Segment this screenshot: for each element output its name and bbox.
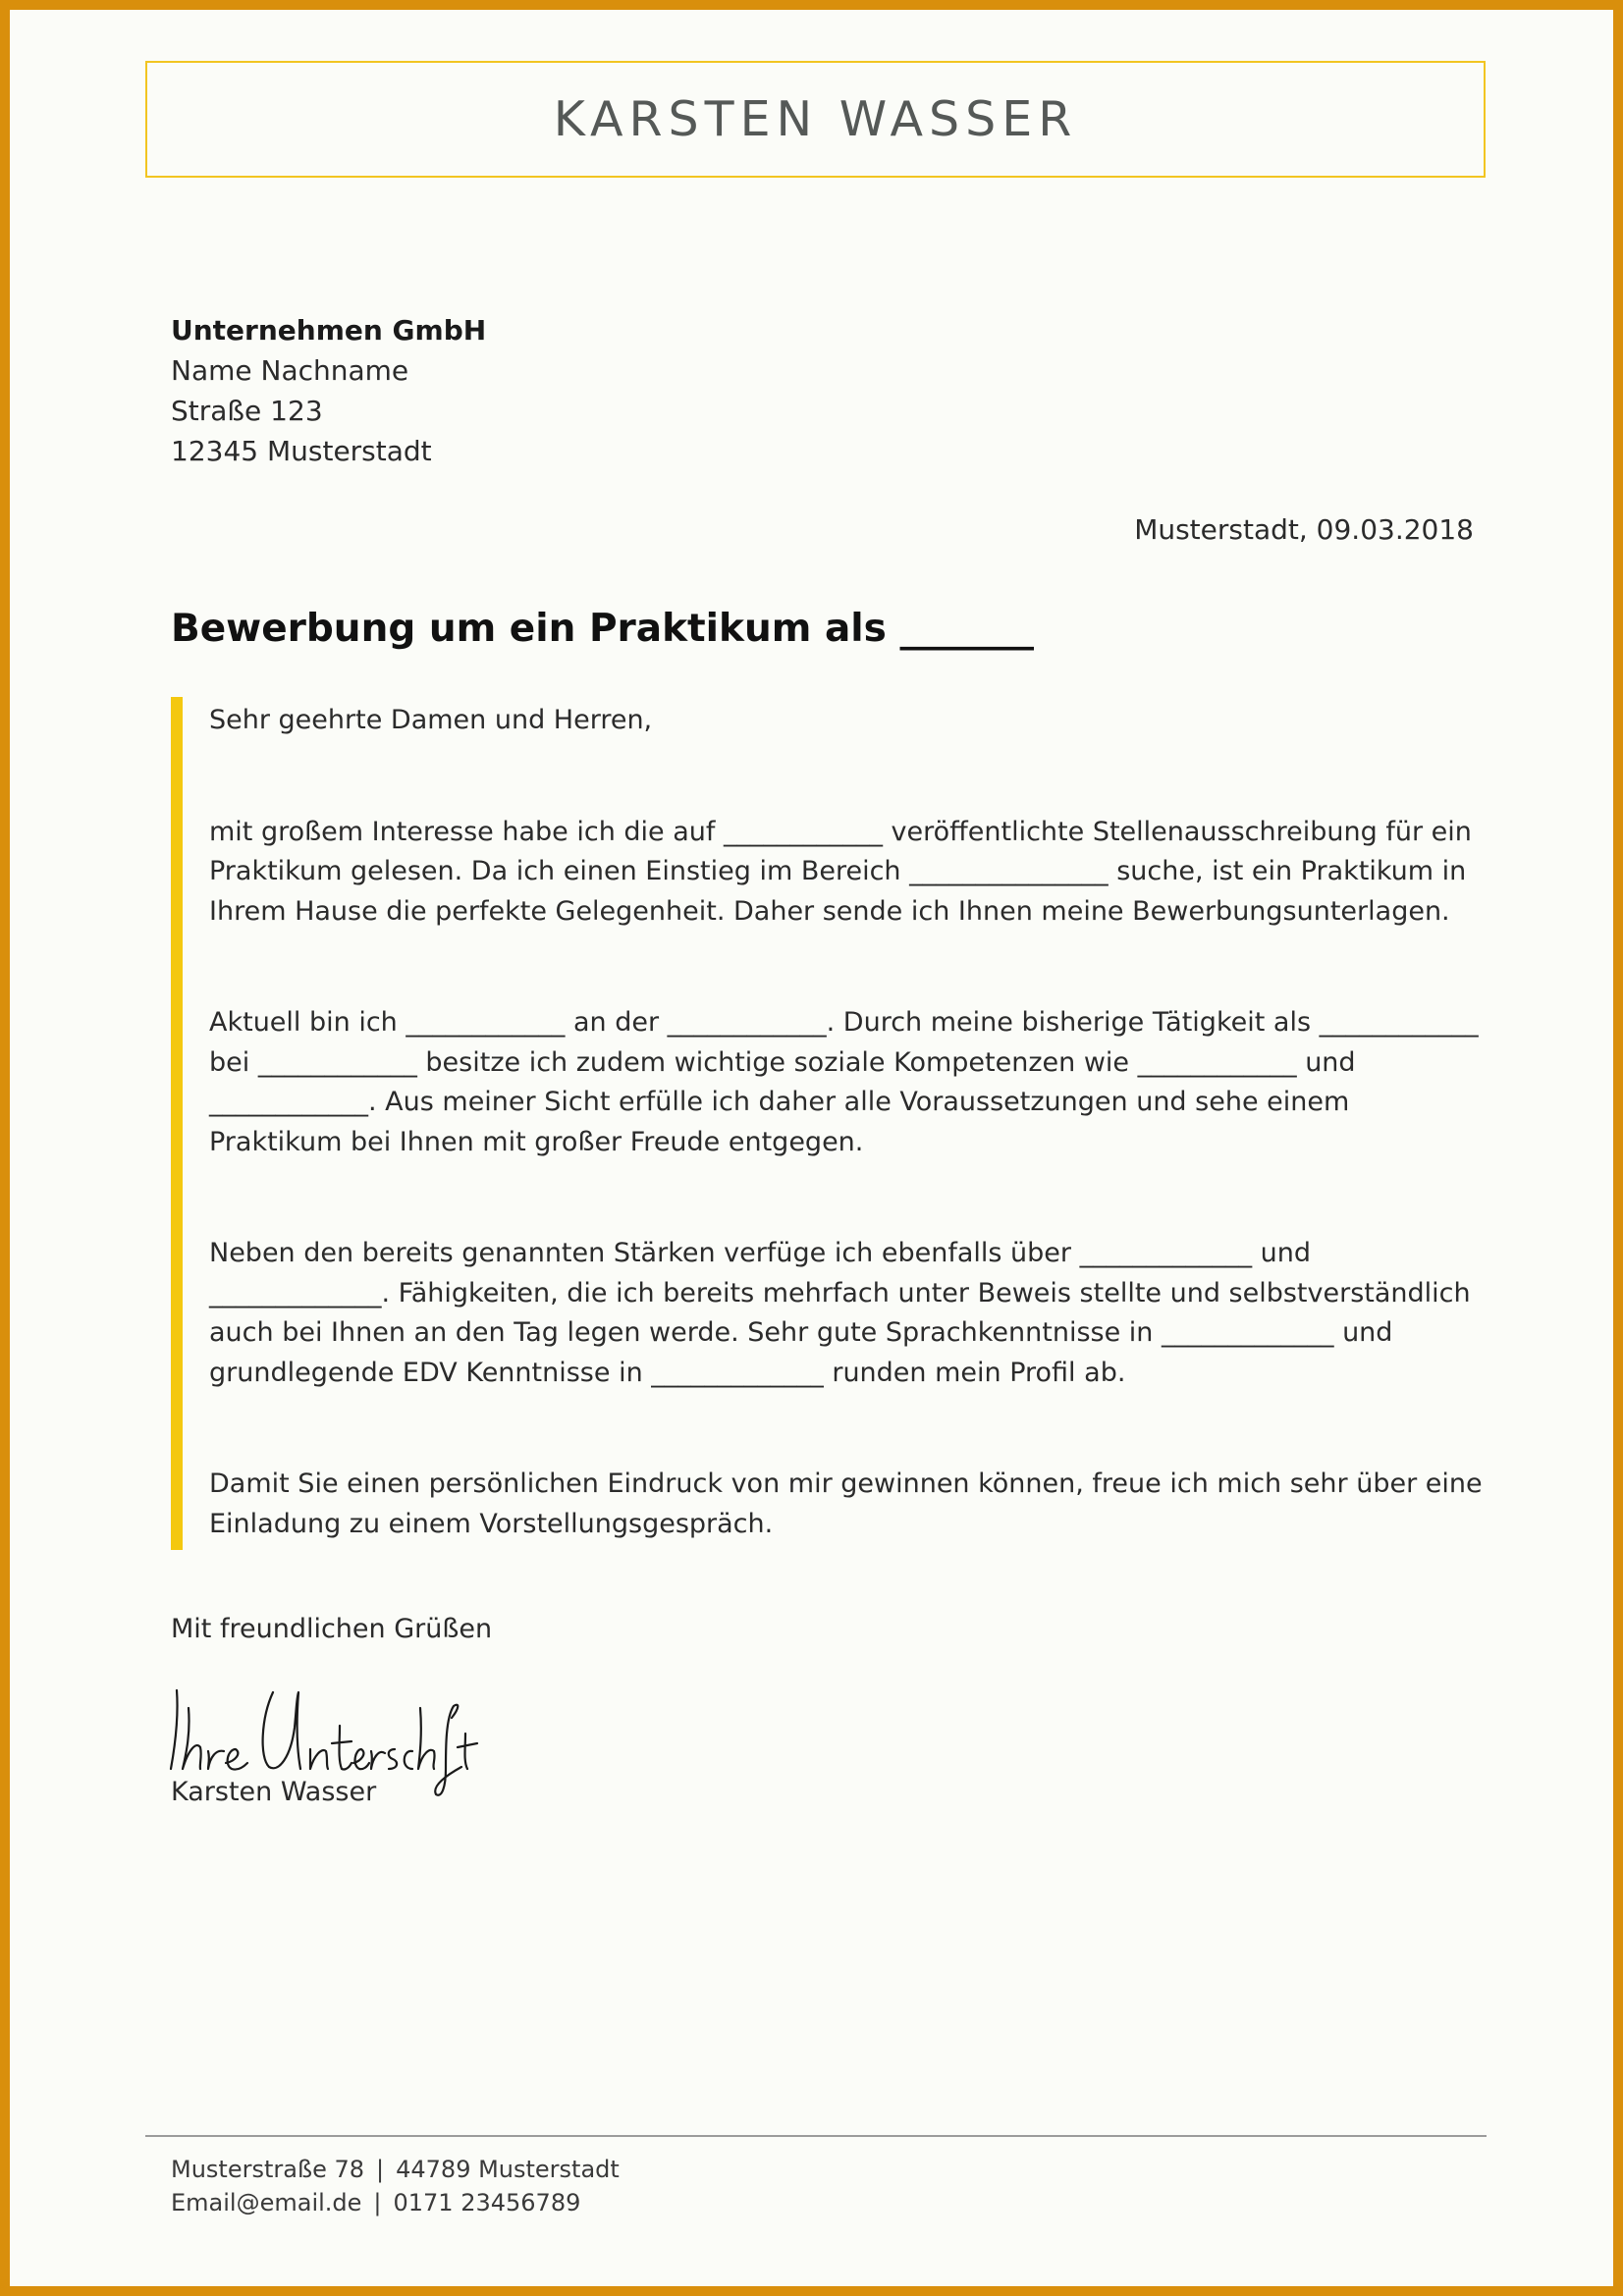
footer-separator: | bbox=[373, 2189, 382, 2216]
letter-page bbox=[10, 10, 1613, 2286]
letter-date: Musterstadt, 09.03.2018 bbox=[1134, 513, 1474, 546]
recipient-company: Unternehmen GmbH bbox=[171, 314, 487, 347]
signer-name: Karsten Wasser bbox=[171, 1777, 377, 1807]
body-paragraph-2: Aktuell bin ich ____________ an der ____________. Durch meine bisherige Tätigkeit als ____________ bei ____________ besitze ich zudem wichtige soziale Kompetenzen wie ____________ und ____________. Aus meiner Sicht erfülle ich daher alle Voraussetzungen und sehe einem Praktikum bei Ihnen mit großer Freude entgegen. bbox=[209, 1007, 1479, 1157]
letter-subject: Bewerbung um ein Praktikum als _______ bbox=[171, 607, 1034, 651]
footer-separator: | bbox=[376, 2156, 385, 2183]
recipient-city: 12345 Musterstadt bbox=[171, 435, 432, 467]
salutation: Sehr geehrte Damen und Herren, bbox=[209, 705, 653, 735]
sender-name-header: KARSTEN WASSER bbox=[553, 91, 1078, 147]
footer-city: 44789 Musterstadt bbox=[396, 2156, 620, 2183]
recipient-contact: Name Nachname bbox=[171, 354, 409, 387]
closing-phrase: Mit freundlichen Grüßen bbox=[171, 1614, 493, 1644]
letter-body bbox=[171, 697, 1487, 1550]
recipient-address bbox=[171, 310, 486, 471]
body-paragraph-1: mit großem Interesse habe ich die auf ____________ veröffentlichte Stellenausschreibung für ein Praktikum gelesen. Da ich einen Einstieg im Bereich _______________ suche, ist ein Praktikum in Ihrem Hause die perfekte Gelegenheit. Daher sende ich Ihnen meine Bewerbungsunterlagen. bbox=[209, 816, 1472, 927]
footer-address-line bbox=[171, 2153, 620, 2186]
footer-email: Email@email.de bbox=[171, 2189, 362, 2216]
recipient-street: Straße 123 bbox=[171, 395, 323, 427]
footer-divider bbox=[145, 2135, 1487, 2137]
header-box bbox=[145, 61, 1486, 178]
body-paragraph-3: Neben den bereits genannten Stärken verfüge ich ebenfalls über _____________ und _____________. Fähigkeiten, die ich bereits mehrfach unter Beweis stellte und selbstverständlich auch bei Ihnen an den Tag legen werde. Sehr gute Sprachkenntnisse in _____________ und grundlegende EDV Kenntnisse in _____________ runden mein Profil ab. bbox=[209, 1238, 1471, 1388]
footer-phone: 0171 23456789 bbox=[393, 2189, 581, 2216]
body-paragraph-4: Damit Sie einen persönlichen Eindruck von mir gewinnen können, freue ich mich sehr über eine Einladung zu einem Vorstellungsgespräch. bbox=[209, 1468, 1483, 1539]
footer-street: Musterstraße 78 bbox=[171, 2156, 365, 2183]
footer-contact bbox=[171, 2153, 620, 2219]
footer-contact-line bbox=[171, 2186, 620, 2219]
